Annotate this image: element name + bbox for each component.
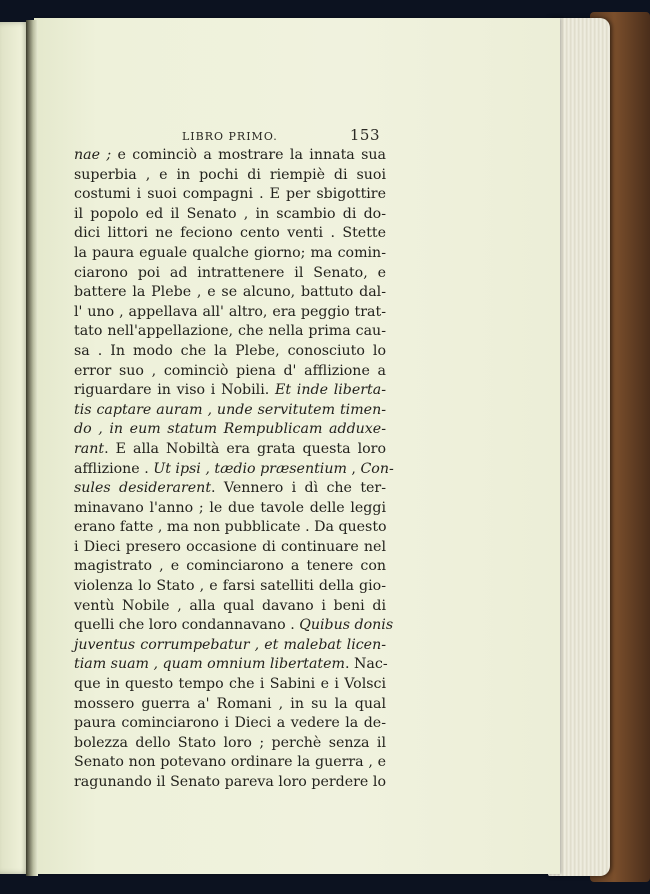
running-title: LIBRO PRIMO.: [182, 130, 278, 143]
text-line: paura cominciarono i Dieci a vedere la de-: [74, 715, 386, 732]
text-line: erano fatte , ma non pubblicate . Da questo: [74, 519, 387, 536]
text-line: nae ; e cominciò a mostrare la innata sua: [74, 147, 386, 163]
text-line: afflizione . Ut ipsi , tædio præsentium , Con-: [74, 460, 394, 477]
text-line: riguardare in viso i Nobili. Et inde liberta-: [74, 382, 386, 399]
page-header: [182, 126, 382, 146]
text-line: ciarono poi ad intrattenere il Senato, e: [74, 264, 386, 281]
text-line: ragunando il Senato pareva loro perdere lo: [74, 774, 386, 790]
text-line: quelli che loro condannavano . Quibus donis: [74, 617, 394, 634]
text-line: dici littori ne feciono cento venti . Stette: [74, 225, 386, 242]
text-line: tis captare auram , unde servitutem timen-: [74, 401, 386, 418]
text-line: error suo , cominciò piena d' afflizione a: [74, 362, 386, 379]
text-line: Senato non potevano ordinare la guerra , e: [74, 754, 386, 771]
text-line: que in questo tempo che i Sabini e i Volsci: [74, 676, 386, 693]
text-line: mossero guerra a' Romani , in su la qual: [74, 695, 386, 712]
book-gutter: [26, 20, 38, 876]
text-line: bolezza dello Stato loro ; perchè senza il: [74, 734, 386, 751]
text-line: tato nell'appellazione, che nella prima cau-: [74, 323, 386, 340]
text-line: battere la Plebe , e se alcuno, battuto dal-: [74, 284, 386, 301]
text-line: rant. E alla Nobiltà era grata questa loro: [74, 440, 386, 457]
text-line: l' uno , appellava all' altro, era peggio trat-: [74, 303, 386, 320]
text-line: minavano l'anno ; le due tavole delle leggi: [74, 499, 386, 516]
text-line: juventus corrumpebatur , et malebat licen-: [74, 636, 386, 653]
text-line: violenza lo Stato , e farsi satelliti della gio-: [74, 578, 386, 595]
text-line: tiam suam , quam omnium libertatem. Nac-: [74, 656, 388, 673]
body-text: [74, 146, 394, 793]
page-number: 153: [349, 126, 380, 144]
text-line: sules desiderarent. Vennero i dì che ter-: [74, 480, 386, 497]
text-line: sa . In modo che la Plebe, conosciuto lo: [74, 342, 386, 359]
text-line: magistrato , e cominciarono a tenere con: [74, 558, 386, 575]
text-line: superbia , e in pochi di riempiè di suoi: [74, 166, 386, 183]
text-line: do , in eum statum Rempublicam adduxe-: [74, 421, 386, 438]
text-line: la paura eguale qualche giorno; ma comin-: [74, 244, 386, 261]
text-line: ventù Nobile , alla qual davano i beni di: [74, 597, 386, 614]
text-line: costumi i suoi compagni . E per sbigottire: [74, 186, 386, 203]
text-line: il popolo ed il Senato , in scambio di do-: [74, 205, 386, 222]
text-line: i Dieci presero occasione di continuare nel: [74, 538, 386, 555]
